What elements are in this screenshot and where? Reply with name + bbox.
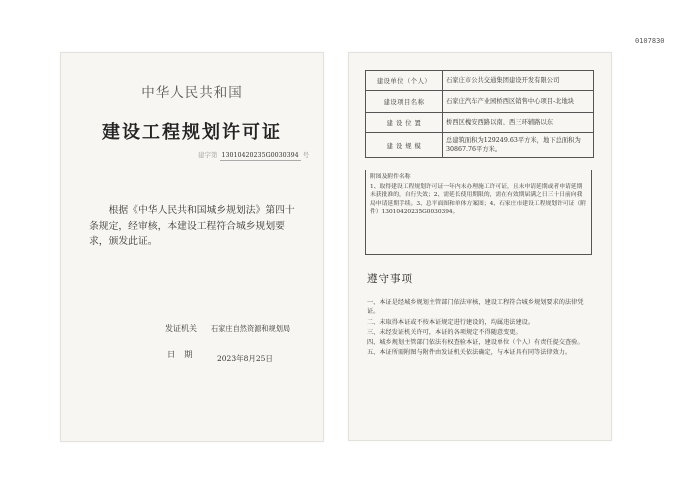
notice-item: 三、未经发证机关许可，本证的各项规定不得随意变更。 (367, 328, 522, 336)
issuer-label: 发证机关 (165, 324, 197, 333)
license-body-text: 根据《中华人民共和国城乡规划法》第四十条规定，经审核，本建设工程符合城乡规划要求，颁发此证。 (89, 205, 295, 247)
country-name: 中华人民共和国 (141, 85, 243, 101)
row-label: 建设项目名称 (366, 91, 443, 112)
license-title: 建设工程规划许可证 (102, 122, 282, 143)
license-number-row (198, 150, 309, 161)
notice-item: 一、本证是经城乡规划主管部门依法审核，建设工程符合城乡规划要求的法律凭证。 (367, 299, 584, 316)
license-number-label: 建字第 (198, 151, 218, 159)
date-value: 2023年8月25日 (217, 354, 273, 363)
attachments-text: 1、取得建设工程规划许可证一年内未办理施工许可证，且未申请延期或者申请延期未获批准的，自行失效；2、需延长使用期限的，需在有效期届满之日三十日前向我局申请延期手续。3、总平面图和单体方案图；4、石家庄市建设工程规划许可证（附件）13010420235G0030394。 (370, 183, 587, 216)
row-value: 桥西区槐安西路以南、西三环辅路以东 (446, 119, 554, 126)
license-number-suffix: 号 (302, 151, 310, 159)
notice-item: 五、本证所需附图与附件由发证机关依法确定，与本证具有同等法律效力。 (367, 349, 572, 357)
license-number-value: 13010420235G0030394 (221, 152, 299, 159)
certificate-serial-number: 0107830 (635, 37, 665, 45)
table-row (366, 113, 593, 133)
issuer-value: 石家庄自然资源和规划局 (211, 324, 291, 333)
project-info-table (365, 70, 594, 158)
table-row (366, 133, 593, 157)
notice-item: 四、城乡规划主管部门依法有权查验本证，建设单位（个人）有责任提交查验。 (367, 339, 584, 347)
row-value: 石家庄汽车产业园桥西区销售中心项目-北地块 (446, 98, 575, 105)
notice-title: 遵守事项 (367, 273, 413, 285)
table-row (366, 71, 593, 91)
certificate-back-page (348, 52, 612, 441)
row-label: 建 设 规 模 (366, 133, 443, 157)
row-label: 建设单位（个人） (366, 71, 443, 90)
notice-item: 二、未取得本证或不按本证规定进行建设的，均属违法建设。 (367, 318, 535, 326)
table-row (366, 91, 593, 113)
row-label: 建 设 位 置 (366, 113, 443, 132)
certificate-front-page (60, 52, 324, 442)
attachments-heading: 附图及附件名称 (370, 174, 411, 180)
row-value: 总建筑面积为129249.63平方米，地下总面积为30867.76平方米。 (446, 137, 581, 153)
notice-list (367, 298, 595, 359)
row-value: 石家庄市公共交通集团建设开发有限公司 (446, 77, 560, 84)
date-label: 日期 (167, 349, 202, 359)
attachments-box (365, 170, 592, 255)
